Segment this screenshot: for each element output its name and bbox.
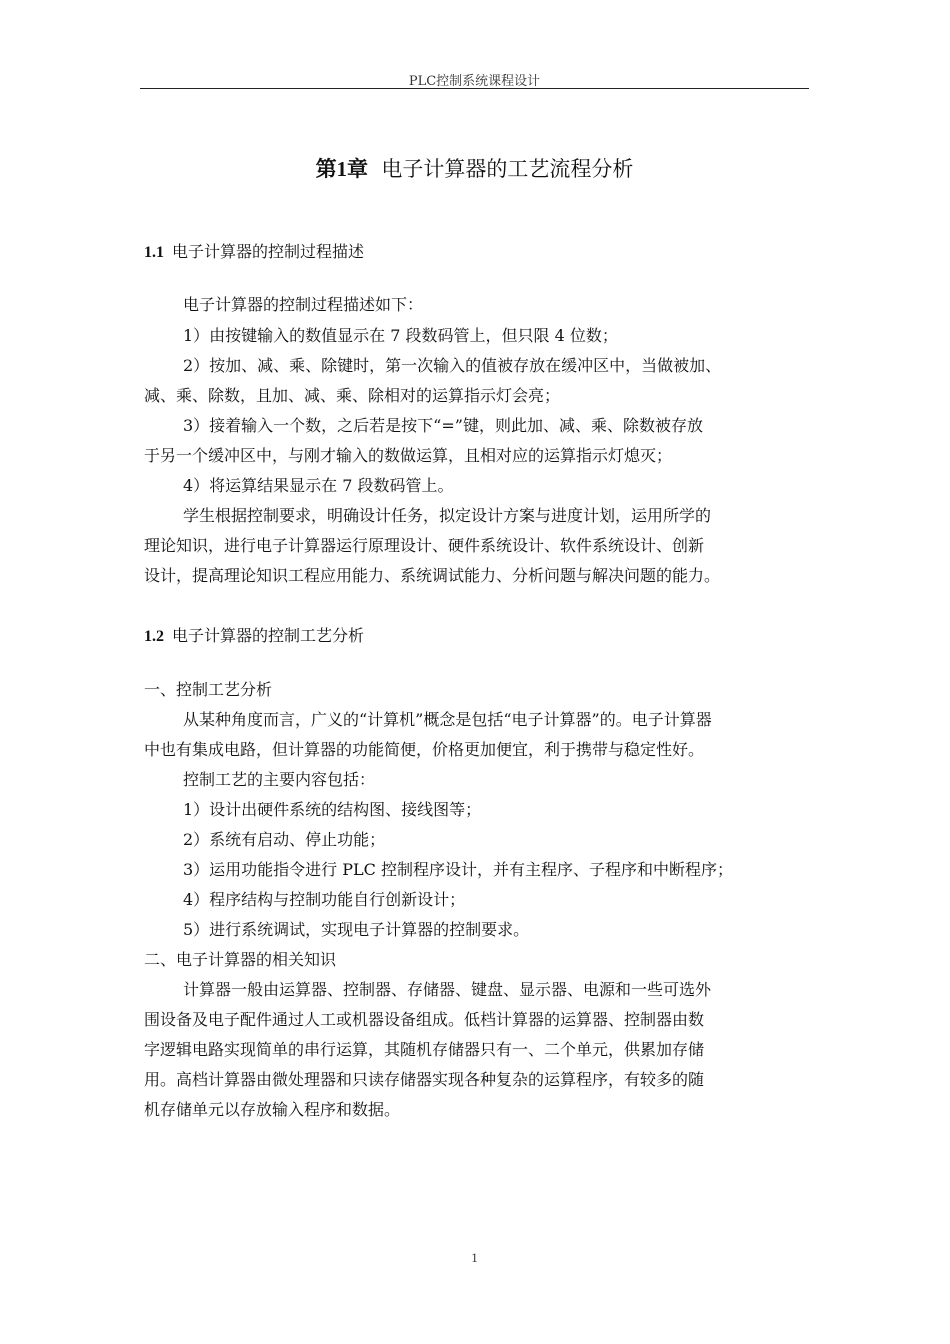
list-item: 4）程序结构与控制功能自行创新设计； (183, 890, 466, 909)
section-title: 电子计算器的控制过程描述 (172, 242, 365, 261)
paragraph-line: 理论知识，进行电子计算器运行原理设计、硬件系统设计、软件系统设计、创新 (144, 536, 705, 555)
section-heading-1-2 (144, 623, 364, 646)
subheading: 一、控制工艺分析 (144, 680, 273, 699)
list-item: 1）设计出硬件系统的结构图、接线图等； (183, 800, 482, 819)
chapter-title-text: 电子计算器的工艺流程分析 (381, 157, 634, 181)
running-header: PLC控制系统课程设计 (408, 74, 541, 89)
list-item: 5）进行系统调试，实现电子计算器的控制要求。 (183, 920, 530, 939)
subheading: 二、电子计算器的相关知识 (144, 950, 337, 969)
page-number: 1 (471, 1250, 478, 1265)
list-item: 4）将运算结果显示在 7 段数码管上。 (183, 476, 454, 495)
paragraph-line: 学生根据控制要求，明确设计任务，拟定设计方案与进度计划，运用所学的 (183, 506, 712, 525)
chapter-number: 第1章 (315, 157, 369, 181)
list-item: 1）由按键输入的数值显示在 7 段数码管上，但只限 4 位数； (183, 326, 618, 345)
paragraph-line: 围设备及电子配件通过人工或机器设备组成。低档计算器的运算器、控制器由数 (144, 1010, 705, 1029)
section-number: 1.2 (144, 628, 164, 645)
list-item-continuation: 减、乘、除数，且加、减、乘、除相对的运算指示灯会亮； (144, 386, 561, 405)
paragraph-line: 字逻辑电路实现简单的串行运算，其随机存储器只有一、二个单元，供累加存储 (144, 1040, 705, 1059)
list-item: 3）接着输入一个数，之后若是按下“=”键，则此加、减、乘、除数被存放 (183, 416, 703, 435)
paragraph-line: 计算器一般由运算器、控制器、存储器、键盘、显示器、电源和一些可选外 (183, 980, 712, 999)
paragraph-line: 机存储单元以存放输入程序和数据。 (144, 1100, 401, 1119)
list-item: 2）按加、减、乘、除键时，第一次输入的值被存放在缓冲区中，当做被加、 (183, 356, 722, 375)
paragraph-line: 中也有集成电路，但计算器的功能简便，价格更加便宜，利于携带与稳定性好。 (144, 740, 705, 759)
paragraph-line: 用。高档计算器由微处理器和只读存储器实现各种复杂的运算程序，有较多的随 (144, 1070, 705, 1089)
paragraph-line: 从某种角度而言，广义的“计算机”概念是包括“电子计算器”的。电子计算器 (183, 710, 712, 729)
list-item: 2）系统有启动、停止功能； (183, 830, 386, 849)
paragraph-line: 设计，提高理论知识工程应用能力、系统调试能力、分析问题与解决问题的能力。 (144, 566, 721, 585)
section-title: 电子计算器的控制工艺分析 (172, 626, 365, 645)
paragraph-line: 电子计算器的控制过程描述如下： (183, 295, 424, 314)
section-number: 1.1 (144, 244, 164, 261)
section-heading-1-1 (144, 239, 364, 262)
list-item: 3）运用功能指令进行 PLC 控制程序设计，并有主程序、子程序和中断程序； (183, 860, 733, 879)
chapter-title (140, 153, 809, 183)
paragraph-line: 控制工艺的主要内容包括： (183, 770, 376, 789)
header-rule (140, 88, 809, 89)
list-item-continuation: 于另一个缓冲区中，与刚才输入的数做运算，且相对应的运算指示灯熄灭； (144, 446, 673, 465)
